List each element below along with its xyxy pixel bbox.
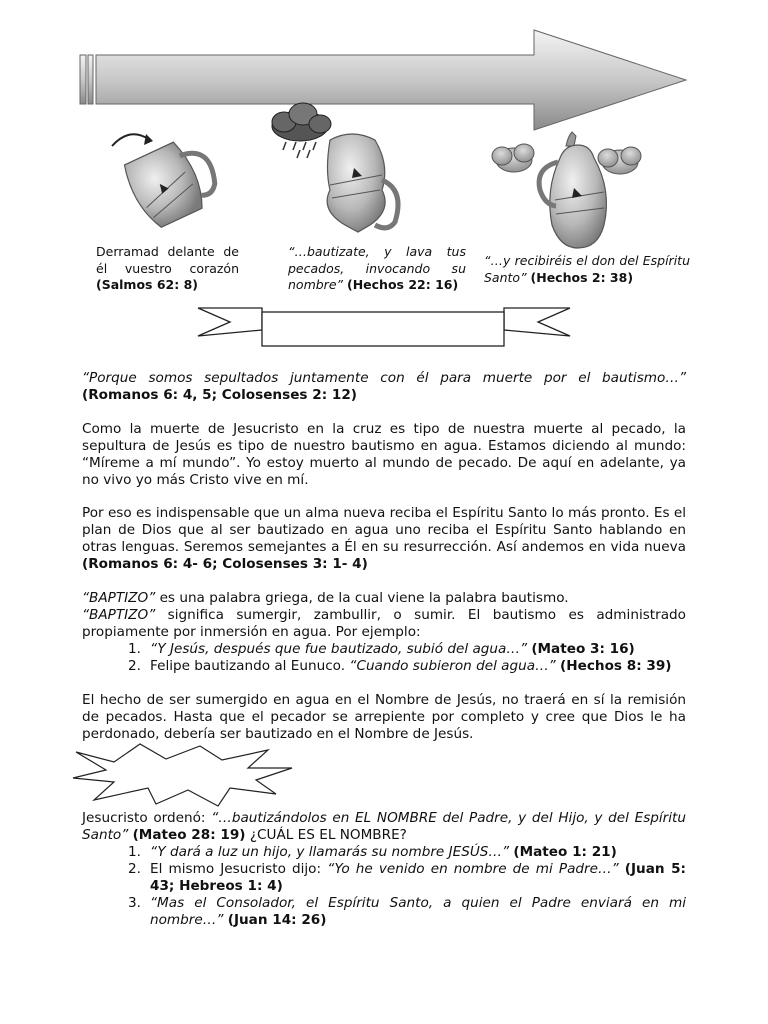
- baptizo-line-1: es una palabra griega, de la cual viene la palabra bautismo.: [159, 590, 569, 606]
- list-item-quote: “Y dará a luz un hijo, y llamarás su nombre JESÚS…”: [150, 844, 510, 860]
- cloud-right-icon: [598, 147, 641, 174]
- list-item-text: Felipe bautizando al Eunuco.: [150, 658, 350, 674]
- caption-3-ref: (Hechos 2: 38): [530, 269, 634, 285]
- illustration: [0, 0, 768, 360]
- paragraph-nombre: [82, 810, 686, 929]
- list-item-number: 2.: [128, 861, 141, 877]
- list-item-ref: (Mateo 3: 16): [531, 641, 635, 657]
- list-item-number: 1.: [128, 641, 141, 657]
- paragraph-espiritu-text: Por eso es indispensable que un alma nueva reciba el Espíritu Santo lo más pronto. Es el plan de Dios que al ser bautizado en agua uno reciba el Espíritu Santo hablando en otras lenguas. Seremos semejantes a Él en su resurrección. Así andemos en vida nueva: [82, 505, 686, 555]
- term-baptizo-2: “BAPTIZO”: [82, 607, 156, 623]
- starburst-shape: [70, 742, 295, 808]
- caption-3: [484, 253, 690, 286]
- caption-2-text: “…bautizate, y lava tus pecados, invocando su nombre”: [288, 244, 466, 292]
- baptizo-line-2: significa sumergir, zambullir, o sumir. El bautismo es administrado propiamente por inmersión en agua. Por ejemplo:: [82, 607, 686, 640]
- list-item-quote: “Mas el Consolador, el Espíritu Santo, a quien el Padre enviará en mi nombre…”: [150, 895, 686, 928]
- caption-1-text: Derramad delante de él vuestro corazón: [96, 244, 239, 276]
- inverted-jug-icon: [327, 134, 398, 232]
- list-item: [82, 895, 686, 929]
- arrow-graphic: [80, 30, 686, 130]
- list-item: [82, 861, 686, 895]
- paragraph-baptizo: [82, 590, 686, 675]
- nombre-quote: “…bautizándolos en EL NOMBRE del Padre, y del Hijo, y del Espíritu Santo”: [82, 810, 686, 843]
- caption-2-ref: (Hechos 22: 16): [346, 277, 459, 292]
- list-item-quote: “Y Jesús, después que fue bautizado, subió del agua…”: [150, 641, 527, 657]
- upright-jug-icon: [539, 132, 606, 248]
- list-item-number: 3.: [128, 895, 141, 911]
- paragraph-remision: [82, 692, 686, 743]
- paragraph-muerte-text: Como la muerte de Jesucristo en la cruz es tipo de nuestra muerte al pecado, la sepultura de Jesús es tipo de nuestro bautismo en agua. Estamos diciendo al mundo: “Míreme a mí mundo”. Yo estoy muerto al mundo de pecado. De aquí en adelante, ya no vivo yo más Cristo vive en mí.: [82, 421, 686, 488]
- nombre-question: ¿CUÁL ES EL NOMBRE?: [245, 827, 407, 843]
- list-item-number: 1.: [128, 844, 141, 860]
- list-item-ref: (Mateo 1: 21): [513, 844, 617, 860]
- paragraph-romanos: [82, 370, 686, 404]
- baptizo-examples-list: [82, 641, 686, 675]
- caption-1: [96, 244, 239, 294]
- pouring-jug-icon: [112, 132, 225, 232]
- caption-3-text: “…y recibiréis el don del Espíritu Santo”: [484, 253, 690, 285]
- nombre-ref: (Mateo 28: 19): [132, 827, 246, 843]
- nombre-intro: Jesucristo ordenó:: [82, 810, 212, 826]
- list-item-text: El mismo Jesucristo dijo:: [150, 861, 328, 877]
- term-baptizo-1: “BAPTIZO”: [82, 590, 156, 606]
- nombre-list: [82, 844, 686, 929]
- list-item-ref: (Hechos 8: 39): [560, 658, 672, 674]
- list-item: [82, 641, 686, 658]
- list-item: [82, 658, 686, 675]
- quote-romanos: “Porque somos sepultados juntamente con él para muerte por el bautismo…”: [82, 370, 686, 386]
- list-item-ref: (Juan 5: 43; Hebreos 1: 4): [150, 861, 686, 894]
- paragraph-muerte: [82, 421, 686, 489]
- storm-cloud-icon: [272, 103, 331, 158]
- paragraph-espiritu: [82, 505, 686, 573]
- ref-romanos: (Romanos 6: 4, 5; Colosenses 2: 12): [82, 387, 358, 403]
- list-item-quote: “Cuando subieron del agua…”: [349, 658, 556, 674]
- list-item-number: 2.: [128, 658, 141, 674]
- caption-1-ref: (Salmos 62: 8): [96, 277, 198, 292]
- ref-espiritu: (Romanos 6: 4- 6; Colosenses 3: 1- 4): [82, 556, 368, 572]
- ribbon-banner: [198, 308, 570, 346]
- list-item: [82, 844, 686, 861]
- paragraph-remision-text: El hecho de ser sumergido en agua en el Nombre de Jesús, no traerá en sí la remisión de pecados. Hasta que el pecador se arrepiente por completo y cree que Dios le ha perdonado, debería ser bautizado en el Nombre de Jesús.: [82, 692, 686, 742]
- caption-2: [288, 244, 466, 294]
- list-item-ref: (Juan 14: 26): [227, 912, 327, 928]
- list-item-quote: “Yo he venido en nombre de mi Padre…”: [327, 861, 619, 877]
- cloud-left-icon: [492, 144, 534, 172]
